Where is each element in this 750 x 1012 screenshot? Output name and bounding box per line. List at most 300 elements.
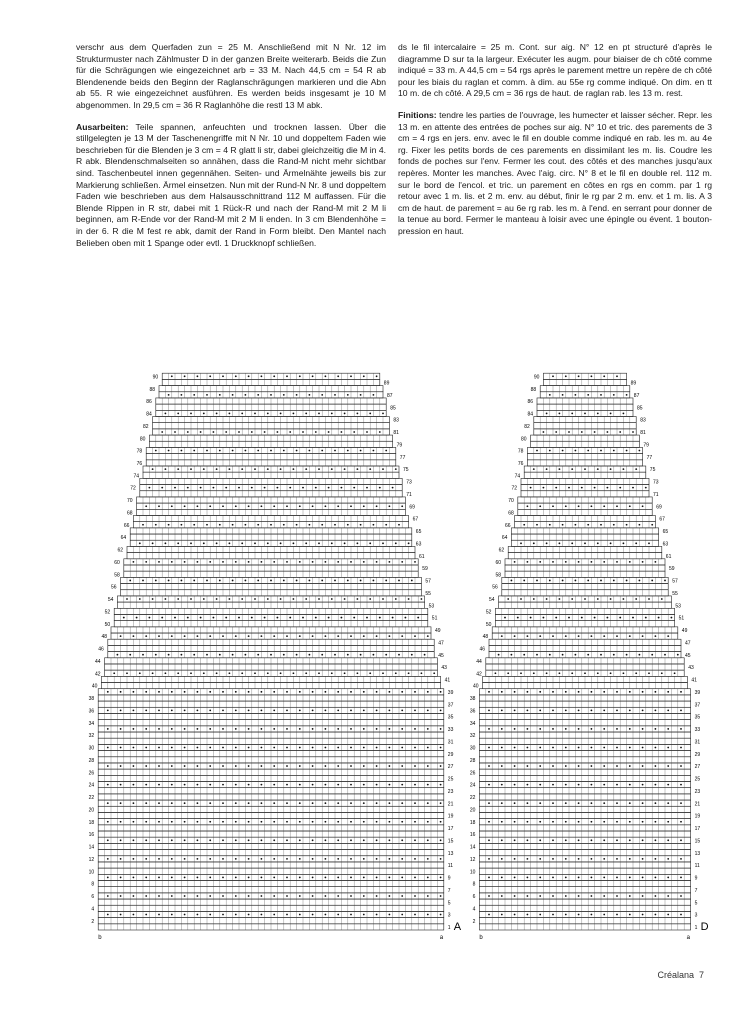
chart-a-stitch-dot xyxy=(222,877,224,879)
chart-a-stitch-dot xyxy=(133,858,135,860)
chart-a-stitch-dot xyxy=(325,821,327,823)
chart-a-stitch-dot xyxy=(427,839,429,841)
chart-a-row-number: 10 xyxy=(88,869,95,876)
chart-a-stitch-dot xyxy=(120,839,122,841)
chart-a-stitch-dot xyxy=(222,747,224,749)
chart-a-stitch-dot xyxy=(235,877,237,879)
chart-a-stitch-dot xyxy=(232,580,234,582)
chart-a-stitch-dot xyxy=(379,487,381,489)
chart-a-stitch-dot xyxy=(209,691,211,693)
chart-a-stitch-dot xyxy=(376,728,378,730)
chart-a-row-number: 15 xyxy=(447,838,454,845)
chart-a-stitch-dot xyxy=(235,728,237,730)
chart-a-stitch-dot xyxy=(299,765,301,767)
chart-a-stitch-dot xyxy=(389,839,391,841)
chart-a-row-number: 54 xyxy=(107,597,114,604)
chart-a-stitch-dot xyxy=(248,784,250,786)
chart-a-stitch-dot xyxy=(363,709,365,711)
chart-a-stitch-dot xyxy=(248,895,250,897)
chart-a-row-number: 65 xyxy=(415,529,422,536)
chart-a-stitch-dot xyxy=(158,691,160,693)
chart-a-stitch-dot xyxy=(312,709,314,711)
chart-a-row xyxy=(127,553,415,559)
chart-a-stitch-dot xyxy=(158,635,160,637)
chart-a-stitch-dot xyxy=(302,487,304,489)
chart-a-stitch-dot xyxy=(142,654,144,656)
chart-a-row-number: 39 xyxy=(447,689,454,696)
chart-a-stitch-dot xyxy=(337,895,339,897)
chart-a-stitch-dot xyxy=(145,802,147,804)
chart-a-stitch-dot xyxy=(193,580,195,582)
chart-a-stitch-dot xyxy=(120,747,122,749)
chart-a-stitch-dot xyxy=(286,505,288,507)
chart-a-stitch-dot xyxy=(273,914,275,916)
chart-a-stitch-dot xyxy=(145,505,147,507)
chart-a-stitch-dot xyxy=(241,672,243,674)
chart-a-stitch-dot xyxy=(299,691,301,693)
chart-a-stitch-dot xyxy=(280,468,282,470)
chart-a-row-number: 77 xyxy=(399,454,406,461)
chart-a-stitch-dot xyxy=(184,561,186,563)
chart-a-stitch-dot xyxy=(321,580,323,582)
chart-a-stitch-dot xyxy=(171,505,173,507)
chart-a-stitch-dot xyxy=(414,821,416,823)
chart-a-stitch-dot xyxy=(286,877,288,879)
french-paragraph-2 xyxy=(398,110,712,238)
chart-a-stitch-dot xyxy=(376,747,378,749)
chart-a-row-number: 40 xyxy=(91,683,98,690)
chart-a-stitch-dot xyxy=(344,468,346,470)
chart-a-stitch-dot xyxy=(165,542,167,544)
chart-a-stitch-dot xyxy=(235,821,237,823)
chart-a-stitch-dot xyxy=(347,450,349,452)
chart-a-stitch-dot xyxy=(347,524,349,526)
chart-a-stitch-dot xyxy=(408,598,410,600)
chart-a-row xyxy=(108,639,434,645)
chart-a-stitch-dot xyxy=(440,821,442,823)
chart-a-stitch-dot xyxy=(273,877,275,879)
chart-a-stitch-dot xyxy=(350,895,352,897)
chart-a-stitch-dot xyxy=(321,654,323,656)
chart-a-stitch-dot xyxy=(376,895,378,897)
chart-a-stitch-dot xyxy=(350,914,352,916)
chart-a-stitch-dot xyxy=(440,802,442,804)
chart-a-stitch-dot xyxy=(229,413,231,415)
french-finishing-heading: Finitions: xyxy=(398,109,437,120)
chart-a-row-number: 78 xyxy=(136,448,143,455)
chart-a-stitch-dot xyxy=(305,598,307,600)
chart-a-stitch-dot xyxy=(385,654,387,656)
chart-a-stitch-dot xyxy=(309,524,311,526)
chart-a-stitch-dot xyxy=(200,617,202,619)
chart-a-stitch-dot xyxy=(107,877,109,879)
chart-a-stitch-dot xyxy=(222,839,224,841)
chart-a-stitch-dot xyxy=(184,914,186,916)
chart-a-stitch-dot xyxy=(158,709,160,711)
chart-a-stitch-dot xyxy=(325,635,327,637)
chart-a-row-number: 38 xyxy=(88,696,95,703)
chart-a-stitch-dot xyxy=(209,858,211,860)
chart-a-stitch-dot xyxy=(376,858,378,860)
chart-a-row-number: 45 xyxy=(438,652,444,659)
chart-a-stitch-dot xyxy=(363,877,365,879)
chart-a-stitch-dot xyxy=(248,747,250,749)
chart-a-stitch-dot xyxy=(341,487,343,489)
chart-a-stitch-dot xyxy=(376,505,378,507)
chart-a-stitch-dot xyxy=(286,839,288,841)
chart-a-stitch-dot xyxy=(257,580,259,582)
chart-a-row-number: 9 xyxy=(447,875,451,882)
chart-a-stitch-dot xyxy=(414,765,416,767)
chart-a-stitch-dot xyxy=(107,765,109,767)
chart-a-stitch-dot xyxy=(312,895,314,897)
chart-a-row-number: 73 xyxy=(406,479,412,486)
chart-a-stitch-dot xyxy=(353,431,355,433)
chart-a-stitch-dot xyxy=(158,765,160,767)
chart-a-stitch-dot xyxy=(309,654,311,656)
chart-a-stitch-dot xyxy=(360,580,362,582)
chart-a-stitch-dot xyxy=(440,858,442,860)
chart-a-row xyxy=(133,515,408,521)
chart-a-stitch-dot xyxy=(254,413,256,415)
chart-a-stitch-dot xyxy=(309,450,311,452)
chart-a-row-number: 83 xyxy=(393,417,399,424)
chart-a-stitch-dot xyxy=(369,598,371,600)
chart-a-stitch-dot xyxy=(133,802,135,804)
chart-a-stitch-dot xyxy=(414,784,416,786)
chart-a-stitch-dot xyxy=(363,784,365,786)
chart-a-stitch-dot xyxy=(293,598,295,600)
chart-a-row-number: 6 xyxy=(91,894,95,901)
chart-a-stitch-dot xyxy=(152,672,154,674)
chart-a-stitch-dot xyxy=(401,505,403,507)
chart-a-stitch-dot xyxy=(273,691,275,693)
chart-a-row-number: 20 xyxy=(88,807,95,814)
chart-a-stitch-dot xyxy=(286,691,288,693)
chart-a-row-number: 63 xyxy=(415,541,422,548)
chart-a-stitch-dot xyxy=(190,542,192,544)
chart-a-stitch-dot xyxy=(337,691,339,693)
chart-a-stitch-dot xyxy=(245,654,247,656)
chart-a-stitch-dot xyxy=(245,450,247,452)
chart-a-stitch-dot xyxy=(264,487,266,489)
chart-a-stitch-dot xyxy=(165,598,167,600)
chart-a-stitch-dot xyxy=(248,505,250,507)
chart-a-stitch-dot xyxy=(357,598,359,600)
chart-a-stitch-dot xyxy=(235,561,237,563)
chart-a-stitch-dot xyxy=(334,654,336,656)
chart-a-stitch-dot xyxy=(382,672,384,674)
chart-a-stitch-dot xyxy=(197,858,199,860)
chart-a-stitch-dot xyxy=(315,431,317,433)
chart-a-stitch-dot xyxy=(139,598,141,600)
chart-a-stitch-dot xyxy=(133,561,135,563)
chart-a-stitch-dot xyxy=(408,542,410,544)
chart-a-stitch-dot xyxy=(398,654,400,656)
chart-a-stitch-dot xyxy=(158,505,160,507)
chart-a-stitch-dot xyxy=(277,617,279,619)
chart-a-stitch-dot xyxy=(325,709,327,711)
chart-a-stitch-dot xyxy=(401,765,403,767)
chart-a-row-number: 84 xyxy=(146,411,152,418)
chart-a-stitch-dot xyxy=(168,654,170,656)
chart-a-stitch-dot xyxy=(286,914,288,916)
chart-a-row-number: 22 xyxy=(88,795,95,802)
chart-a-stitch-dot xyxy=(181,450,183,452)
chart-a-row-number: 17 xyxy=(447,826,454,833)
chart-a-stitch-dot xyxy=(350,821,352,823)
chart-a-row xyxy=(114,614,428,620)
chart-a-stitch-dot xyxy=(363,635,365,637)
chart-a-stitch-dot xyxy=(270,524,272,526)
chart-a-stitch-dot xyxy=(408,672,410,674)
chart-a-stitch-dot xyxy=(225,431,227,433)
chart-a-row xyxy=(153,423,390,429)
chart-a-stitch-dot xyxy=(216,542,218,544)
chart-a-stitch-dot xyxy=(312,765,314,767)
chart-a-stitch-dot xyxy=(293,413,295,415)
chart-a-stitch-dot xyxy=(248,821,250,823)
chart-a-stitch-dot xyxy=(161,617,163,619)
chart-a-stitch-dot xyxy=(401,895,403,897)
chart-a-stitch-dot xyxy=(270,450,272,452)
chart-a-stitch-dot xyxy=(257,654,259,656)
chart-a-stitch-dot xyxy=(337,561,339,563)
chart-a-stitch-dot xyxy=(369,672,371,674)
chart-a-stitch-dot xyxy=(337,635,339,637)
chart-a-stitch-dot xyxy=(376,709,378,711)
chart-a-stitch-dot xyxy=(171,802,173,804)
chart-a-row-number: 68 xyxy=(127,510,133,517)
chart-a-stitch-dot xyxy=(376,821,378,823)
chart-a-stitch-dot xyxy=(261,709,263,711)
chart-a-stitch-dot xyxy=(177,542,179,544)
chart-a-stitch-dot xyxy=(107,784,109,786)
chart-a-stitch-dot xyxy=(427,895,429,897)
chart-a-stitch-dot xyxy=(235,505,237,507)
chart-a-stitch-dot xyxy=(133,914,135,916)
chart-a-stitch-dot xyxy=(261,821,263,823)
chart-a-stitch-dot xyxy=(289,431,291,433)
chart-a-stitch-dot xyxy=(273,505,275,507)
chart-a-stitch-dot xyxy=(296,580,298,582)
chart-a-stitch-dot xyxy=(193,450,195,452)
chart-a-stitch-dot xyxy=(181,654,183,656)
chart-a-stitch-dot xyxy=(337,784,339,786)
chart-a-row-number: 80 xyxy=(139,436,146,443)
chart-a-stitch-dot xyxy=(264,617,266,619)
chart-a-stitch-dot xyxy=(267,598,269,600)
chart-a-stitch-dot xyxy=(350,561,352,563)
chart-a-row-number: 24 xyxy=(88,782,95,789)
chart-a-stitch-dot xyxy=(289,487,291,489)
chart-a-stitch-dot xyxy=(389,802,391,804)
chart-a-stitch-dot xyxy=(389,561,391,563)
chart-a-stitch-dot xyxy=(209,839,211,841)
chart-a-row-number: 60 xyxy=(114,559,120,566)
chart-a-stitch-dot xyxy=(299,709,301,711)
chart-a-stitch-dot xyxy=(344,542,346,544)
chart-a-stitch-dot xyxy=(184,728,186,730)
chart-a-row-number: 44 xyxy=(95,658,101,665)
chart-a-stitch-dot xyxy=(280,413,282,415)
chart-a-stitch-dot xyxy=(184,765,186,767)
chart-a-stitch-dot xyxy=(401,858,403,860)
chart-a-stitch-dot xyxy=(171,765,173,767)
chart-a-stitch-dot xyxy=(184,895,186,897)
chart-a-stitch-dot xyxy=(145,784,147,786)
chart-a-row-number: 36 xyxy=(88,708,95,715)
chart-a-stitch-dot xyxy=(389,821,391,823)
chart-a-stitch-dot xyxy=(389,877,391,879)
german-paragraph-1: verschr aus dem Querfaden zun = 25 M. Anschließend mit N Nr. 12 im Strukturmuster nach Zählmuster D in der ganzen Breite weiterarb. Beids die Zun für die Schrägungen wie eingezeichnet arb = 33 M. Nach 44,5 cm = 54 R ab Blendenende beids den Beginn der Raglanschrägungen markieren und die Abn ab 55. R wie eingezeichnet ausführen. Es werden beids insgesamt je 10 M abgenommen. In 29,5 cm = 36 R Raglanhöhe die restl 13 M abk. xyxy=(76,42,386,110)
chart-a-stitch-dot xyxy=(152,598,154,600)
chart-a-stitch-dot xyxy=(177,413,179,415)
chart-a-stitch-dot xyxy=(318,413,320,415)
chart-a-stitch-dot xyxy=(133,747,135,749)
chart-a-stitch-dot xyxy=(411,580,413,582)
chart-a-stitch-dot xyxy=(107,802,109,804)
chart-a-stitch-dot xyxy=(382,468,384,470)
chart-a-stitch-dot xyxy=(350,858,352,860)
chart-a-stitch-dot xyxy=(334,524,336,526)
chart-a-stitch-dot xyxy=(232,654,234,656)
chart-a-stitch-dot xyxy=(427,858,429,860)
chart-a-stitch-dot xyxy=(145,747,147,749)
chart-a-stitch-dot xyxy=(213,431,215,433)
chart-a-stitch-dot xyxy=(197,802,199,804)
chart-a-stitch-dot xyxy=(248,914,250,916)
chart-a-stitch-dot xyxy=(286,709,288,711)
chart-a-stitch-dot xyxy=(344,598,346,600)
chart-a-stitch-dot xyxy=(248,877,250,879)
chart-a-row xyxy=(140,491,402,497)
chart-a-stitch-dot xyxy=(401,802,403,804)
chart-a-stitch-dot xyxy=(209,505,211,507)
chart-a-row xyxy=(121,584,422,590)
chart-a-stitch-dot xyxy=(325,914,327,916)
chart-a-stitch-dot xyxy=(222,802,224,804)
chart-a-stitch-dot xyxy=(120,709,122,711)
chart-a-stitch-dot xyxy=(107,839,109,841)
chart-a-stitch-dot xyxy=(427,914,429,916)
chart-a-stitch-dot xyxy=(277,487,279,489)
chart-a-stitch-dot xyxy=(145,839,147,841)
chart-a-stitch-dot xyxy=(389,691,391,693)
chart-a-stitch-dot xyxy=(440,839,442,841)
chart-a-stitch-dot xyxy=(222,691,224,693)
chart-a-stitch-dot xyxy=(209,709,211,711)
chart-a-stitch-dot xyxy=(273,747,275,749)
chart-a-stitch-dot xyxy=(158,914,160,916)
chart-a-row-number: 61 xyxy=(419,553,425,560)
chart-a-stitch-dot xyxy=(174,431,176,433)
chart-a-stitch-dot xyxy=(299,877,301,879)
chart-a-stitch-dot xyxy=(273,858,275,860)
chart-a-row-number: 52 xyxy=(104,609,111,616)
chart-a-stitch-dot xyxy=(184,821,186,823)
german-finishing-text: Teile spannen, anfeuchten und trocknen lassen. Über die stillgelegten je 13 M der Taschenengriffe mit N Nr. 10 und doppeltem Faden wie beschrieben für die Blenden je 3 cm = 4 R glatt li str, dabei gleichzeitig die M in 4. R abk. Blendenschmalseiten so annähen, dass die Rand-M nicht mehr sichtbar sind. Taschenbeutel innen gegennähen. Seiten- und Ärmelnähte jeweils bis zur Markierung schließen. Ärmel einsetzen. Nun mit der Rund-N Nr. 8 und doppeltem Faden wie beschrieben aus dem Halsausschnittrand 112 M auffassen. Für die Blende Rippen in R str, dabei mit 1 Rück-R und nach der Rand-M mit 2 M li beginnen, am R-Ende vor der Rand-M mit 2 M li enden. In 3 cm Blendenhöhe = in der 6. R die M fest re abk, damit der Rand in Form bleibt. Den Mantel nach Belieben oben mit 1 Spange oder evtl. 1 Druckknopf schließen. xyxy=(76,121,386,248)
chart-a-stitch-dot xyxy=(222,505,224,507)
chart-a-stitch-dot xyxy=(440,691,442,693)
chart-a-stitch-dot xyxy=(337,709,339,711)
chart-a-row-number: 32 xyxy=(88,733,95,740)
chart-a-stitch-dot xyxy=(363,505,365,507)
chart-a-stitch-dot xyxy=(312,802,314,804)
chart-a-row-number: 12 xyxy=(88,856,95,863)
chart-a-stitch-dot xyxy=(165,413,167,415)
chart-a-stitch-dot xyxy=(145,728,147,730)
chart-a-stitch-dot xyxy=(120,914,122,916)
chart-a-row-number: 76 xyxy=(136,461,143,467)
chart-a-stitch-dot xyxy=(389,895,391,897)
chart-a-row-number: 50 xyxy=(104,621,111,628)
chart-a-stitch-dot xyxy=(299,858,301,860)
chart-a-stitch-dot xyxy=(181,580,183,582)
chart-a-stitch-dot xyxy=(254,672,256,674)
chart-a-stitch-dot xyxy=(312,505,314,507)
chart-a-stitch-dot xyxy=(305,542,307,544)
chart-a-stitch-dot xyxy=(238,431,240,433)
chart-a-stitch-dot xyxy=(389,709,391,711)
chart-a-stitch-dot xyxy=(296,654,298,656)
chart-a-stitch-dot xyxy=(174,617,176,619)
chart-a-stitch-dot xyxy=(350,765,352,767)
chart-a-stitch-dot xyxy=(184,877,186,879)
chart-a-stitch-dot xyxy=(209,895,211,897)
chart-a-stitch-dot xyxy=(235,802,237,804)
chart-a-stitch-dot xyxy=(325,561,327,563)
chart-a-row-number: 56 xyxy=(111,584,117,591)
chart-a-stitch-dot xyxy=(373,524,375,526)
chart-a-stitch-dot xyxy=(360,524,362,526)
chart-a-stitch-dot xyxy=(200,487,202,489)
chart-a-stitch-dot xyxy=(120,784,122,786)
chart-a-stitch-dot xyxy=(331,413,333,415)
chart-a-row-number: 34 xyxy=(88,720,95,727)
chart-a-stitch-dot xyxy=(334,580,336,582)
chart-a-stitch-dot xyxy=(200,431,202,433)
chart-a-stitch-dot xyxy=(440,784,442,786)
chart-a-stitch-dot xyxy=(206,450,208,452)
chart-a-stitch-dot xyxy=(209,914,211,916)
chart-a-stitch-dot xyxy=(190,598,192,600)
chart-a-stitch-dot xyxy=(427,802,429,804)
chart-a-row xyxy=(108,645,434,651)
chart-a-stitch-dot xyxy=(421,672,423,674)
chart-a-stitch-dot xyxy=(142,524,144,526)
chart-a-stitch-dot xyxy=(206,654,208,656)
chart-a-stitch-dot xyxy=(241,542,243,544)
chart-a-stitch-dot xyxy=(235,914,237,916)
chart-a-stitch-dot xyxy=(376,635,378,637)
chart-a-stitch-dot xyxy=(261,877,263,879)
chart-a-stitch-dot xyxy=(273,765,275,767)
chart-a-stitch-dot xyxy=(401,839,403,841)
chart-a-stitch-dot xyxy=(261,895,263,897)
chart-a-stitch-dot xyxy=(155,450,157,452)
chart-a-stitch-dot xyxy=(312,635,314,637)
chart-a-stitch-dot xyxy=(350,691,352,693)
chart-a-stitch-dot xyxy=(325,877,327,879)
chart-a-stitch-dot xyxy=(107,895,109,897)
chart-a-stitch-dot xyxy=(325,802,327,804)
chart-a-stitch-dot xyxy=(241,468,243,470)
chart-a-stitch-dot xyxy=(341,431,343,433)
chart-a-stitch-dot xyxy=(158,784,160,786)
chart-a-stitch-dot xyxy=(209,784,211,786)
chart-a-stitch-dot xyxy=(440,914,442,916)
